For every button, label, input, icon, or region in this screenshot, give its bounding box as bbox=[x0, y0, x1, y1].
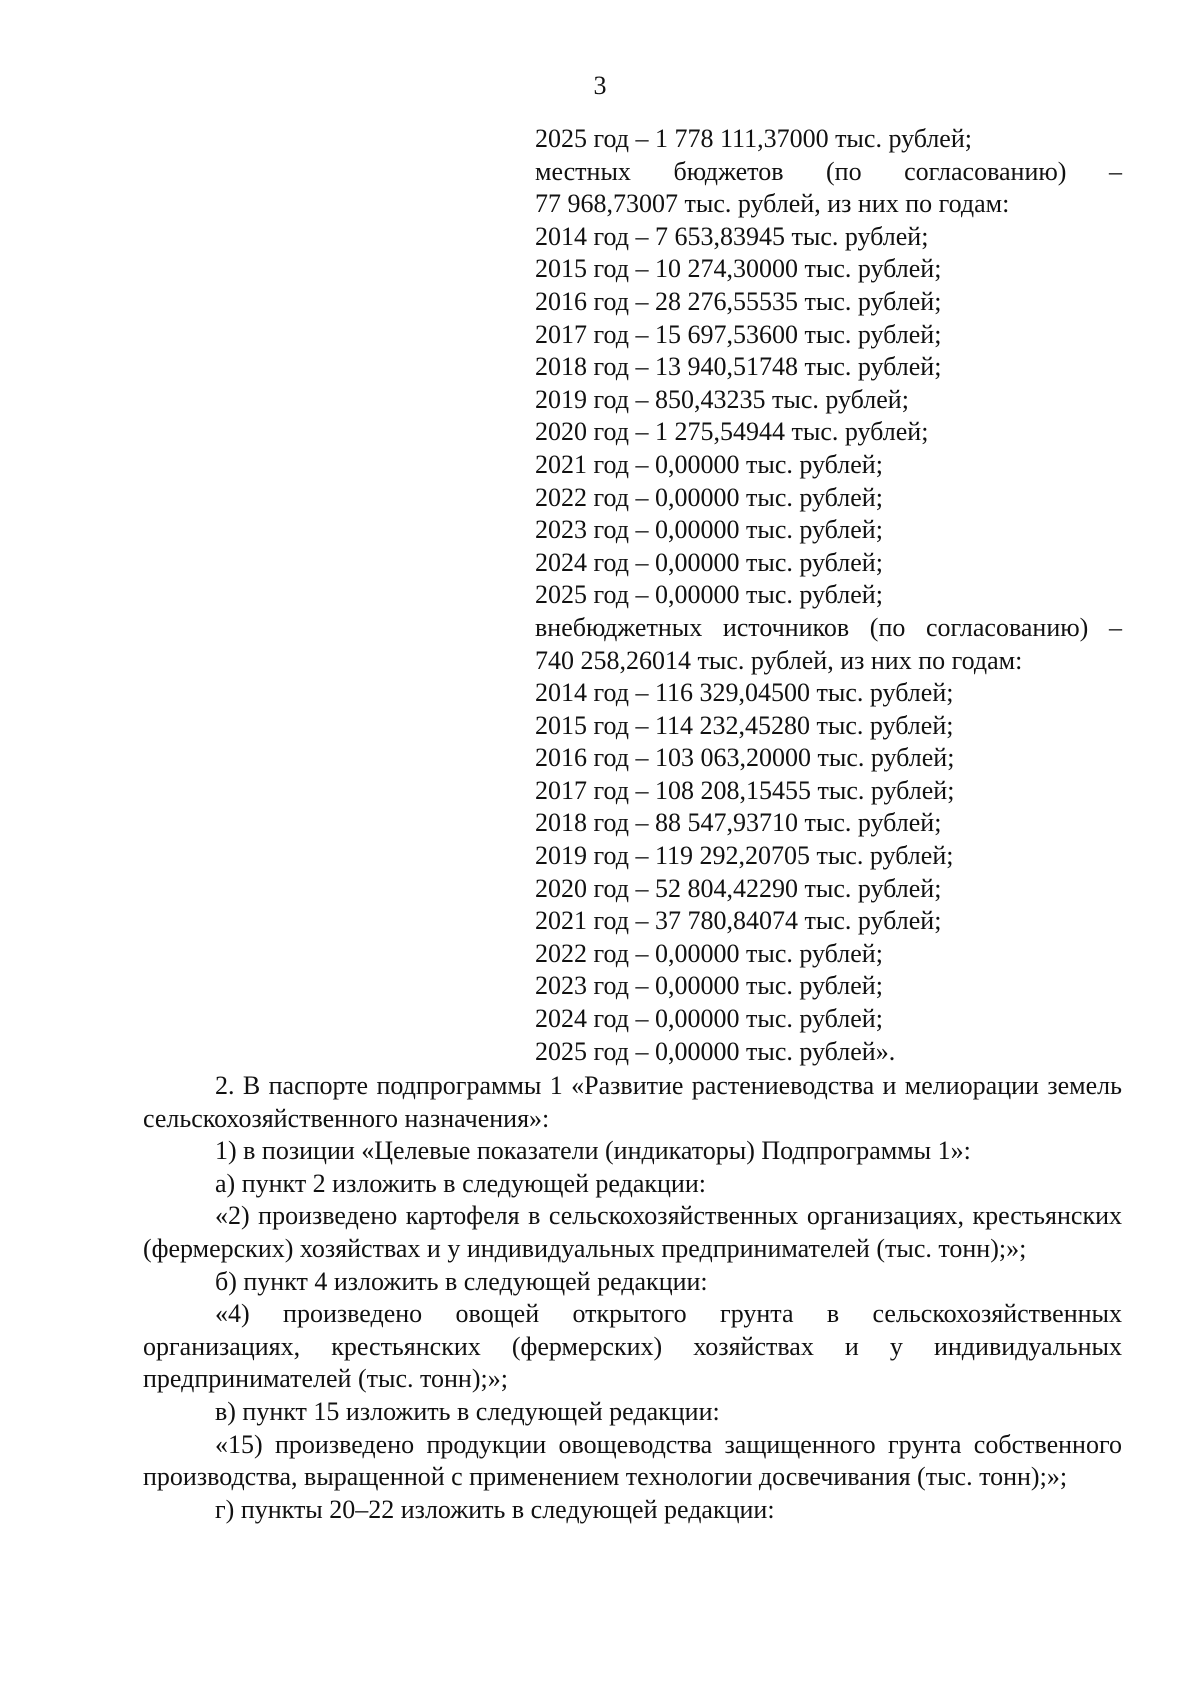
funding-line: 2022 год – 0,00000 тыс. рублей; bbox=[535, 482, 883, 512]
funding-line: 2020 год – 52 804,42290 тыс. рублей; bbox=[535, 873, 942, 903]
text-paragraph: «4) произведено овощей открытого грунта в сельскохозяйственных организациях, крестьянских (фермерских) хозяйствах и у индивидуальных предпринимателей (тыс. тонн);»; bbox=[143, 1299, 1122, 1394]
funding-line: местных бюджетов (по согласованию) – bbox=[535, 156, 1122, 186]
funding-line: внебюджетных источников (по согласованию) – bbox=[535, 612, 1122, 642]
funding-line: 77 968,73007 тыс. рублей, из них по годам: bbox=[535, 189, 1010, 219]
text-paragraph: 2. В паспорте подпрограммы 1 «Развитие растениеводства и мелиорации земель сельскохозяйственного назначения»: bbox=[143, 1071, 1122, 1133]
funding-line: 2016 год – 103 063,20000 тыс. рублей; bbox=[535, 743, 955, 773]
funding-line: 2018 год – 13 940,51748 тыс. рублей; bbox=[535, 352, 942, 382]
funding-line: 2025 год – 0,00000 тыс. рублей». bbox=[535, 1036, 896, 1066]
funding-line: 2017 год – 108 208,15455 тыс. рублей; bbox=[535, 775, 955, 805]
funding-line: 2025 год – 1 778 111,37000 тыс. рублей; bbox=[535, 124, 972, 153]
funding-line: 2023 год – 0,00000 тыс. рублей; bbox=[535, 515, 883, 545]
text-paragraph: в) пункт 15 изложить в следующей редакции: bbox=[215, 1396, 720, 1426]
text-paragraph: «15) произведено продукции овощеводства защищенного грунта собственного производства, выращенной с применением технологии досвечивания (тыс. тонн);»; bbox=[143, 1429, 1122, 1492]
funding-line: 2018 год – 88 547,93710 тыс. рублей; bbox=[535, 808, 942, 838]
page-number: 3 bbox=[593, 71, 607, 100]
funding-line: 2015 год – 114 232,45280 тыс. рублей; bbox=[535, 710, 954, 740]
funding-line: 2014 год – 116 329,04500 тыс. рублей; bbox=[535, 678, 954, 708]
text-paragraph: г) пункты 20–22 изложить в следующей редакции: bbox=[215, 1494, 775, 1524]
text-paragraph: б) пункт 4 изложить в следующей редакции: bbox=[215, 1266, 708, 1296]
funding-line: 2019 год – 850,43235 тыс. рублей; bbox=[535, 384, 909, 414]
funding-line: 2023 год – 0,00000 тыс. рублей; bbox=[535, 971, 883, 1001]
funding-line: 2020 год – 1 275,54944 тыс. рублей; bbox=[535, 417, 929, 447]
funding-line: 2024 год – 0,00000 тыс. рублей; bbox=[535, 1004, 883, 1034]
funding-line: 740 258,26014 тыс. рублей, из них по годам: bbox=[535, 645, 1023, 675]
text-paragraph: 1) в позиции «Целевые показатели (индикаторы) Подпрограммы 1»: bbox=[215, 1136, 971, 1166]
text-paragraph: а) пункт 2 изложить в следующей редакции: bbox=[215, 1168, 706, 1198]
amendment-text bbox=[143, 1070, 1122, 1526]
funding-line: 2016 год – 28 276,55535 тыс. рублей; bbox=[535, 286, 942, 316]
funding-line: 2022 год – 0,00000 тыс. рублей; bbox=[535, 938, 883, 968]
funding-line: 2021 год – 0,00000 тыс. рублей; bbox=[535, 449, 883, 479]
funding-line: 2024 год – 0,00000 тыс. рублей; bbox=[535, 547, 883, 577]
funding-line: 2019 год – 119 292,20705 тыс. рублей; bbox=[535, 841, 954, 871]
funding-line: 2021 год – 37 780,84074 тыс. рублей; bbox=[535, 906, 942, 936]
funding-line: 2025 год – 0,00000 тыс. рублей; bbox=[535, 580, 883, 610]
funding-line: 2017 год – 15 697,53600 тыс. рублей; bbox=[535, 319, 942, 349]
funding-breakdown-block bbox=[535, 123, 1122, 1068]
funding-line: 2015 год – 10 274,30000 тыс. рублей; bbox=[535, 254, 942, 284]
text-paragraph: «2) произведено картофеля в сельскохозяйственных организациях, крестьянских (фермерских) хозяйствах и у индивидуальных предпринимателей (тыс. тонн);»; bbox=[143, 1201, 1122, 1263]
funding-line: 2014 год – 7 653,83945 тыс. рублей; bbox=[535, 221, 929, 251]
